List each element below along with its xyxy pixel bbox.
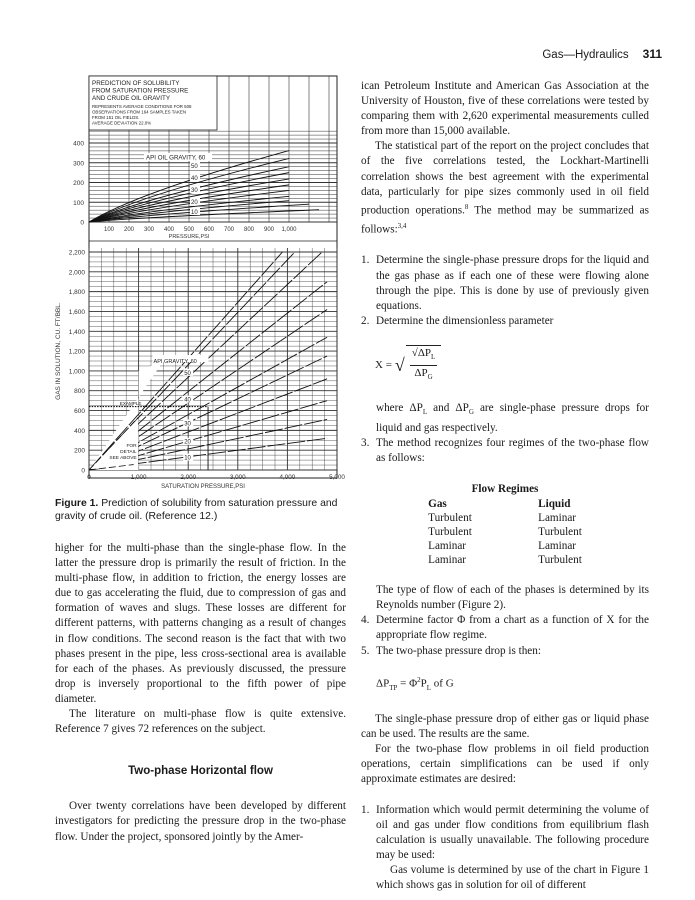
svg-text:1,400: 1,400 bbox=[68, 328, 85, 336]
svg-text:200: 200 bbox=[73, 180, 84, 187]
paragraph: higher for the multi-phase than the single-phase flow. In the latter the pressure drop is primarily the result of friction. In the multi-phase flow, in addition to friction, the energy losses are due to gas accelerating the fluid, due to compression of gas and formation of waves and slugs. These losses are different for different patterns, with patterns changing as a result of changes in flow conditions. The second reason is the fact that with two phases present in the pipe, less cross-sectional area is available for each of the phases. As previously discussed, the pressure drop is inversely proportional to the fifth power of pipe diameter. bbox=[55, 542, 346, 705]
svg-text:3,000: 3,000 bbox=[229, 474, 246, 481]
svg-text:API GRAVITY, 60: API GRAVITY, 60 bbox=[153, 358, 197, 365]
svg-text:SATURATION PRESSURE,PSI: SATURATION PRESSURE,PSI bbox=[161, 484, 245, 490]
section-heading: Two-phase Horizontal flow bbox=[128, 765, 273, 778]
svg-text:800: 800 bbox=[243, 227, 255, 233]
running-head bbox=[542, 47, 662, 61]
svg-text:2,000: 2,000 bbox=[68, 269, 85, 277]
svg-text:400: 400 bbox=[74, 427, 85, 435]
list-item: 5. The two-phase pressure drop is then: $\Delta P_{TP} = \Phi^2P_L$ of G bbox=[361, 644, 649, 696]
svg-text:FROM 151 OIL FIELDS.: FROM 151 OIL FIELDS. bbox=[92, 115, 140, 120]
svg-text:1,000: 1,000 bbox=[130, 474, 147, 481]
svg-text:10: 10 bbox=[184, 455, 191, 462]
svg-text:50: 50 bbox=[184, 370, 191, 377]
svg-text:FOR: FOR bbox=[126, 444, 137, 450]
citation: 8 bbox=[464, 202, 469, 211]
svg-text:1,600: 1,600 bbox=[68, 308, 85, 316]
where-text: where $\Delta P_L$ and $\Delta P_G$ are single-phase pressure drops for liquid and gas respectively. bbox=[376, 402, 650, 434]
svg-text:1,000: 1,000 bbox=[281, 227, 297, 233]
paragraph: The literature on multi-phase flow is quite extensive. Reference 7 gives 72 references on the subject. bbox=[55, 708, 346, 736]
paragraph: Over twenty correlations have been developed by different investigators for predicting the pressure drop in the two-phase flow. Under the project, sponsored jointly by the Amer- bbox=[55, 800, 346, 843]
paragraph: The single-phase pressure drop of either gas or liquid phase can be used. The results are the same. bbox=[361, 712, 649, 740]
svg-text:API OIL GRAVITY, 60: API OIL GRAVITY, 60 bbox=[146, 154, 206, 162]
paragraph: The statistical part of the report on the project concludes that of the five correlations tested, the Lockhart-Martinelli correlation shows the best agreement with the experimental data, particularly for pipe sizes commonly used in oil field production operations.$^8$ The method may be summarized as follows:$^{3,4}$ bbox=[361, 140, 649, 236]
svg-text:300: 300 bbox=[143, 227, 155, 233]
svg-text:SEE ABOVE: SEE ABOVE bbox=[109, 456, 137, 462]
svg-text:200: 200 bbox=[123, 227, 135, 233]
svg-text:AVERAGE DEVIATION 22.0%: AVERAGE DEVIATION 22.0% bbox=[92, 120, 152, 126]
list-item: 3. The method recognizes four regimes of the two-phase flow as follows: Flow Regimes Gas Liquid Turbulent Laminar Turbulent Turbulent Laminar Laminar Laminar Turbulent The type of flow of each of the phases is determined by its Reynolds number (Figure 2). bbox=[361, 436, 649, 613]
svg-text:OBSERVATIONS FROM 164 SAMPLES: OBSERVATIONS FROM 164 SAMPLES TAKEN bbox=[92, 109, 187, 115]
flow-regimes-table: Flow Regimes Gas Liquid Turbulent Laminar Turbulent Turbulent Laminar Laminar Laminar Turbulent bbox=[428, 483, 582, 567]
svg-text:2,000: 2,000 bbox=[180, 474, 197, 481]
figure-1-chart bbox=[48, 70, 348, 515]
svg-text:200: 200 bbox=[74, 447, 85, 455]
formula-two-phase: $\Delta P_{TP} = \Phi^2P_L$ of G bbox=[376, 675, 454, 692]
svg-text:400: 400 bbox=[73, 140, 84, 148]
svg-text:20: 20 bbox=[184, 439, 191, 446]
svg-text:600: 600 bbox=[203, 227, 215, 233]
svg-text:10: 10 bbox=[191, 210, 198, 216]
table-row: Laminar Laminar bbox=[428, 540, 577, 553]
svg-text:900: 900 bbox=[263, 227, 275, 233]
svg-text:REPRESENTS AVERAGE CONDITIONS: REPRESENTS AVERAGE CONDITIONS FOR 508 bbox=[92, 104, 192, 109]
caption-label: Figure 1. bbox=[55, 498, 99, 509]
svg-text:100: 100 bbox=[103, 227, 115, 233]
svg-text:40: 40 bbox=[184, 397, 191, 404]
paragraph: For the two-phase flow problems in oil field production operations, certain simplifications can be used if only approximate estimates are desired: bbox=[361, 742, 649, 785]
list-item: 1. Determine the single-phase pressure drops for the liquid and the gas phase as if each one of these were flowing alone through the pipe. This is done by use of previously given equations. bbox=[361, 254, 649, 312]
svg-text:400: 400 bbox=[163, 227, 175, 233]
solubility-chart bbox=[48, 70, 348, 500]
svg-text:500: 500 bbox=[183, 227, 195, 233]
formula-x: X = √ $√\Delta P_L$ $\Delta P_G$ bbox=[375, 345, 649, 386]
caption-text: Prediction of solubility from saturation pressure and gravity of crude oil. (Reference 12.) bbox=[55, 498, 338, 522]
svg-text:700: 700 bbox=[223, 227, 235, 233]
svg-text:50: 50 bbox=[191, 164, 198, 170]
svg-text:300: 300 bbox=[73, 160, 84, 168]
page-number: 311 bbox=[642, 47, 662, 61]
method-steps bbox=[361, 253, 649, 695]
svg-text:1,000: 1,000 bbox=[68, 368, 85, 376]
svg-text:600: 600 bbox=[74, 408, 85, 416]
svg-text:30: 30 bbox=[184, 421, 191, 428]
simplification-list bbox=[361, 803, 649, 894]
svg-text:AND CRUDE OIL GRAVITY: AND CRUDE OIL GRAVITY bbox=[92, 95, 171, 102]
svg-text:FROM SATURATION PRESSURE: FROM SATURATION PRESSURE bbox=[92, 87, 189, 95]
svg-text:0: 0 bbox=[80, 219, 84, 227]
paragraph: ican Petroleum Institute and American Gas Association at the University of Houston, five of these correlations were tested by comparing them with 2,620 experimental measurements culled from more than 15,000 available. bbox=[361, 80, 649, 138]
svg-text:GAS IN SOLUTION, CU. FT/BBL.: GAS IN SOLUTION, CU. FT/BBL. bbox=[55, 302, 62, 400]
svg-text:1,200: 1,200 bbox=[68, 348, 85, 356]
list-item: 1. Information which would permit determining the volume of oil and gas under flow conditions from equilibrium flash calculation is usually unavailable. The following procedure may be used: Gas volume is determined by use of the chart in Figure 1 which shows gas in solution for oil of different bbox=[361, 804, 649, 892]
table-row: Turbulent Turbulent bbox=[428, 526, 582, 539]
list-item: 2. Determine the dimensionless parameter X = √ $√\Delta P_L$ $\Delta P_G$ where $\Delta P_L$ and $\Delta P_G$ are single-phase pressure drops for liquid and gas respectively. bbox=[361, 314, 649, 436]
svg-text:30: 30 bbox=[191, 188, 198, 194]
svg-text:DETAIL: DETAIL bbox=[120, 450, 137, 456]
svg-text:100: 100 bbox=[73, 199, 84, 207]
svg-text:2,200: 2,200 bbox=[68, 249, 85, 257]
svg-text:0: 0 bbox=[87, 474, 91, 481]
svg-text:800: 800 bbox=[74, 388, 85, 396]
svg-text:EXAMPLE: EXAMPLE bbox=[119, 401, 142, 407]
svg-text:1,800: 1,800 bbox=[68, 289, 85, 297]
svg-text:5,000: 5,000 bbox=[329, 474, 345, 481]
list-item: 4. Determine factor Φ from a chart as a function of X for the appropriate flow regime. bbox=[361, 614, 649, 642]
citation: 3,4 bbox=[397, 221, 407, 230]
left-column bbox=[55, 541, 346, 845]
svg-text:0: 0 bbox=[81, 467, 85, 475]
figure-caption bbox=[55, 498, 345, 523]
reynolds-note: The type of flow of each of the phases is determined by its Reynolds number (Figure 2). bbox=[376, 584, 649, 612]
table-row: Turbulent Laminar bbox=[428, 512, 577, 525]
svg-text:PREDICTION OF SOLUBILITY: PREDICTION OF SOLUBILITY bbox=[92, 80, 180, 87]
svg-text:PRESSURE,PSI: PRESSURE,PSI bbox=[168, 234, 210, 240]
section-title: Gas—Hydraulics bbox=[542, 49, 629, 61]
svg-text:20: 20 bbox=[191, 200, 198, 206]
right-column bbox=[361, 79, 649, 894]
table-row: Laminar Turbulent bbox=[428, 554, 582, 567]
svg-text:4,000: 4,000 bbox=[279, 474, 296, 481]
svg-text:40: 40 bbox=[191, 176, 198, 182]
